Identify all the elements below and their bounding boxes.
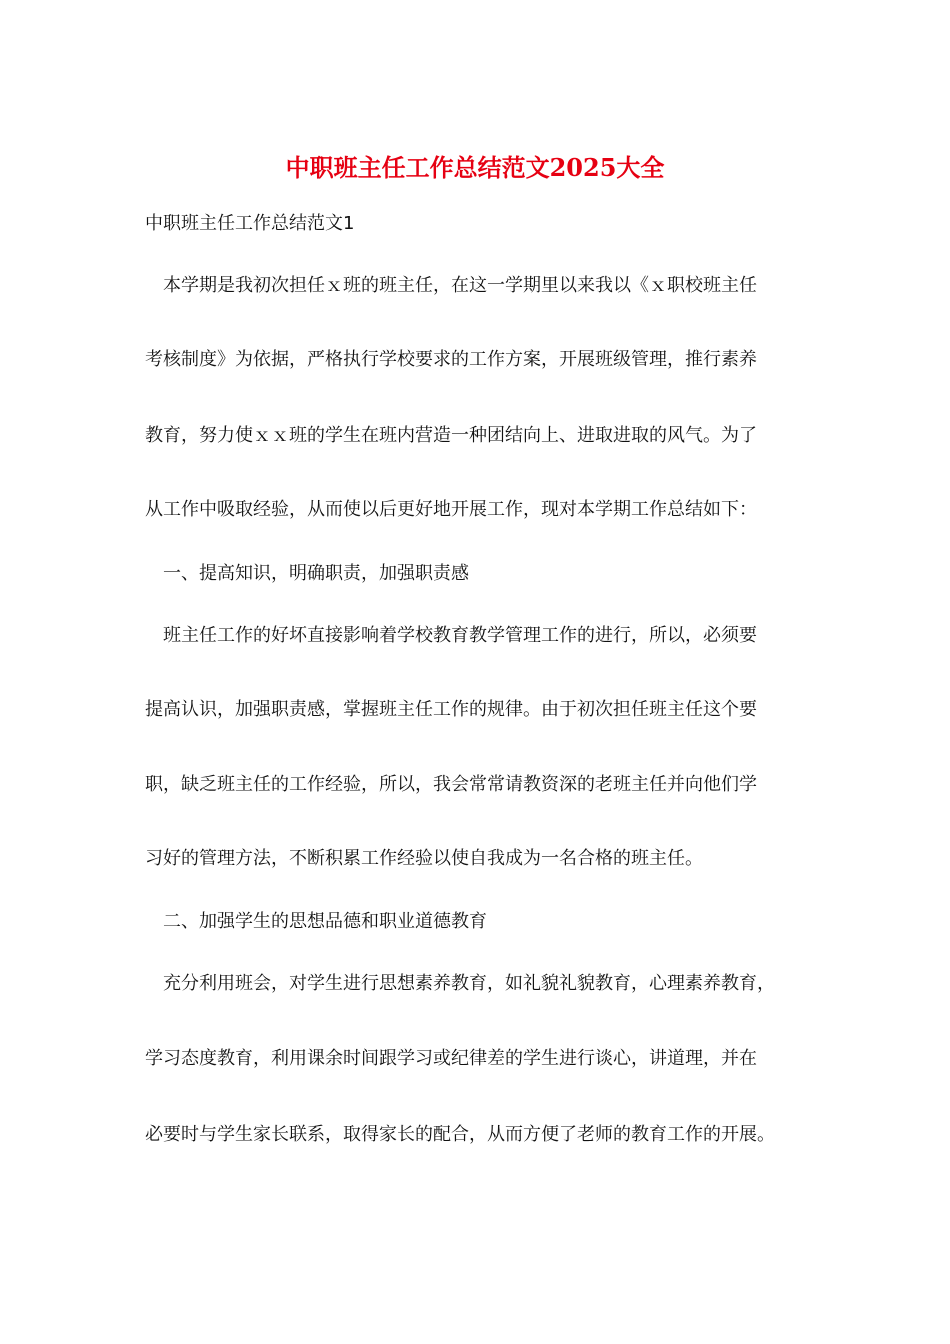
document-title: 中职班主任工作总结范文2025大全 xyxy=(285,153,665,182)
paragraph-line: 教育，努力使ｘｘ班的学生在班内营造一种团结向上、进取进取的风气。为了 xyxy=(145,425,757,446)
section-heading: 一、提高知识，明确职责，加强职责感 xyxy=(163,563,469,584)
paragraph-line: 考核制度》为依据，严格执行学校要求的工作方案，开展班级管理，推行素养 xyxy=(145,349,757,370)
paragraph-line: 习好的管理方法，不断积累工作经验以使自我成为一名合格的班主任。 xyxy=(145,848,703,869)
paragraph-line: 从工作中吸取经验，从而使以后更好地开展工作，现对本学期工作总结如下： xyxy=(145,499,757,520)
paragraph-line: 提高认识，加强职责感，掌握班主任工作的规律。由于初次担任班主任这个要 xyxy=(145,699,757,720)
paragraph-line: 学习态度教育，利用课余时间跟学习或纪律差的学生进行谈心，讲道理，并在 xyxy=(145,1048,757,1069)
section-heading: 二、加强学生的思想品德和职业道德教育 xyxy=(163,911,487,932)
document-subtitle: 中职班主任工作总结范文1 xyxy=(145,213,355,234)
paragraph-line: 充分利用班会，对学生进行思想素养教育，如礼貌礼貌教育，心理素养教育， xyxy=(163,973,775,994)
paragraph-line: 本学期是我初次担任ｘ班的班主任，在这一学期里以来我以《ｘ职校班主任 xyxy=(163,275,757,296)
paragraph-line: 必要时与学生家长联系，取得家长的配合，从而方便了老师的教育工作的开展。 xyxy=(145,1124,775,1145)
paragraph-line: 班主任工作的好坏直接影响着学校教育教学管理工作的进行，所以，必须要 xyxy=(163,625,757,646)
paragraph-line: 职，缺乏班主任的工作经验，所以，我会常常请教资深的老班主任并向他们学 xyxy=(145,774,757,795)
